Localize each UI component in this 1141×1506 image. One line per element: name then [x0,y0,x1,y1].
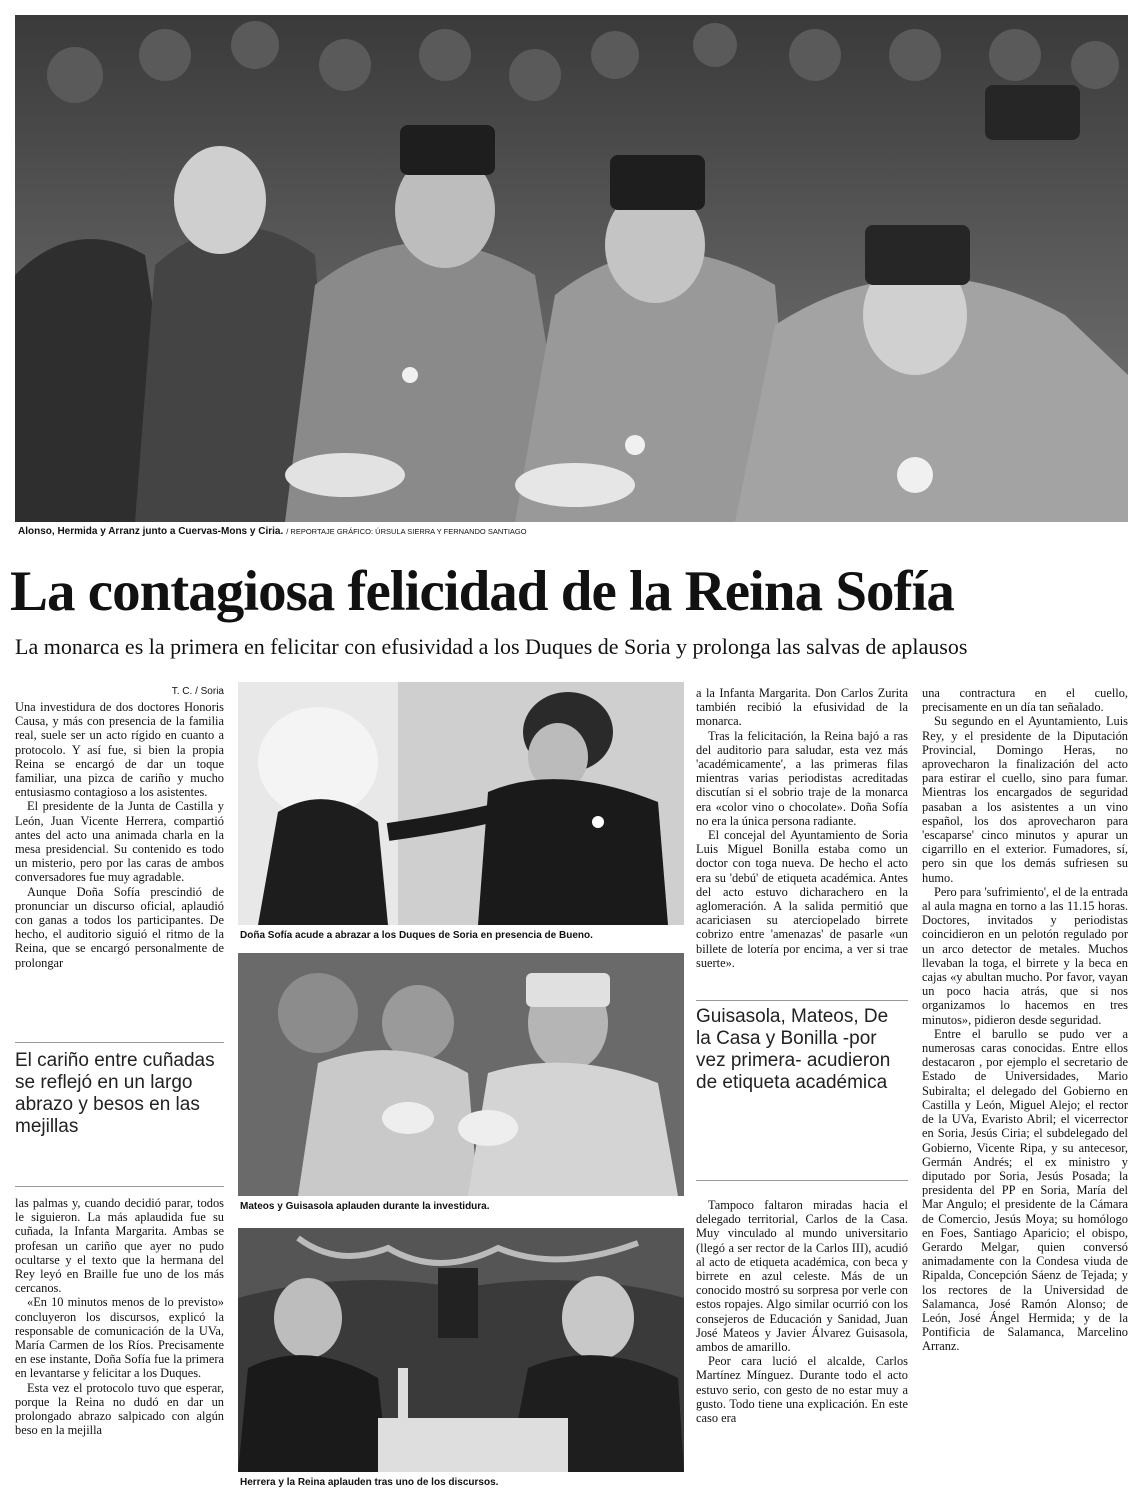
col3-paragraph-1: a la Infanta Margarita. Don Carlos Zurita también recibió la efusividad de la monarca. [696,686,908,729]
column-1-bottom [15,1196,224,1496]
byline: T. C. / Soria [171,686,224,697]
col3-paragraph-5: Peor cara lució el alcalde, Carlos Martínez Mínguez. Durante todo el acto estuvo serio, con gesto de no estar muy a gusto. Todo tiene una explicación. En este caso era [696,1354,908,1426]
col4-paragraph-3: Pero para 'sufrimiento', el de la entrada al aula magna en torno a las 11.15 horas. Doctores, invitados y periodistas coincidieron en un pelotón regulado por un arco detector de metales. Muchos llevaban la toga, el birrete y la beca en cajas «y abultan mucho. Por favor, vayan un poco hacia atrás, que si nos organizamos lo hacemos en tres minutos», pidieron desde seguridad. [922,884,1128,1027]
photo-herrera-queen-scene [238,1228,684,1472]
pullquote-1-rule-bottom [15,1186,224,1187]
col1-paragraph-4: las palmas y, cuando decidió parar, todos le siguieron. La más aplaudida fue su cuñada, la Infanta Margarita. Ambas se profesan un cariño que ayer no pudo ocultarse y el texto que la hermana del Rey leyó en Braille fue uno de los más cercanos. [15,1196,224,1296]
pullquote-1: El cariño entre cuñadas se reflejó en un largo abrazo y besos en las mejillas [15,1050,215,1137]
photo-mateos-guisasola [238,953,684,1196]
col1-paragraph-3: Aunque Doña Sofía prescindió de pronunciar un discurso oficial, aplaudió con ganas a todos los participantes. De hecho, el auditorio siguió el ritmo de la Reina, que se encargó personalmente de prolongar [15,884,224,970]
photo-mateos-guisasola-scene [238,953,684,1196]
top-photo-caption [18,526,527,537]
top-photo-credit: / REPORTAJE GRÁFICO: ÚRSULA SIERRA Y FERNANDO SANTIAGO [286,527,527,536]
col1-paragraph-1: Una investidura de dos doctores Honoris Causa, y más con presencia de la familia real, suele ser un acto rígido en cuanto a protocolo. Y así fue, si bien la propia Reina se encargó de dar un toque familiar, una pizca de cariño y mucho entusiasmo contagioso a los asistentes. [15,700,224,800]
col3-paragraph-2: Tras la felicitación, la Reina bajó a ras del auditorio para saludar, esta vez más 'académicamente', a las primeras filas mientras varias periodistas acreditadas discutían si el sobrio traje de la monarca era «color vino o chocolate». Doña Sofía no era la única persona radiante. [696,728,908,828]
pullquote-2: Guisasola, Mateos, De la Casa y Bonilla -por vez primera- acudieron de etiqueta académica [696,1006,891,1093]
column-3-bottom [696,1198,908,1496]
photo-queen-embrace [238,682,684,925]
col3-paragraph-3: El concejal del Ayuntamiento de Soria Luis Miguel Bonilla estaba como un doctor con toga nueva. De hecho el acto era su 'debú' de etiqueta académica. Antes del acto estuvo dicharachero en la aglomeración. A la salida permitió que acariciasen su aterciopelado birrete cobrizo entre 'amenazas' de pasarle «un billete de lotería por encima, a ver si trae suerte». [696,828,908,970]
photo-queen-embrace-caption: Doña Sofía acude a abrazar a los Duques de Soria en presencia de Bueno. [240,930,593,941]
top-photo [15,15,1128,522]
col3-paragraph-4: Tampoco faltaron miradas hacia el delegado territorial, Carlos de la Casa. Muy vinculado al mundo universitario (llegó a ser rector de la Carlos III), acudió al acto de etiqueta académica, con beca y birrete en azul celeste. Más de un conocido mostró su sorpresa por verle con estos ropajes. Algo similar ocurrió con los consejeros de Educación y Sanidad, Juan José Mateos y Javier Álvarez Guisasola, ambos de amarillo. [696,1198,908,1355]
col4-paragraph-4: Entre el barullo se pudo ver a numerosas caras conocidas. Entre ellos destacaron , por ejemplo el secretario de Estado de Universidades, Mario Subiralta; el delegado del Gobierno en Castilla y León, Miguel Alejo; el rector de la UVa, Evaristo Abril; el vicerrector en Soria, Jesús Ciria; el subdelegado del Gobierno, Vicente Ripa, y su antecesor, Germán Andrés; el ex ministro y diputado por Soria, Jesús Posada; la presidenta del PP en Soria, María del Mar Angulo; el presidente de la Cámara de Comercio, Jesús Moya; su homólogo en Foes, Santiago Aparicio; el obispo, Gerardo Melgar, quien conversó animadamente con la Condesa viuda de Ripalda, Concepción Sáenz de Tejada; y los rectores de la Universidad de Salamanca, José Ramón Alonso; de León, José Ángel Hermida; y de la Pontificia de Salamanca, Marcelino Arranz. [922,1026,1128,1354]
subhead: La monarca es la primera en felicitar con efusividad a los Duques de Soria y prolonga las salvas de aplausos [15,634,968,659]
photo-herrera-queen [238,1228,684,1472]
photo-herrera-queen-caption: Herrera y la Reina aplauden tras uno de los discursos. [240,1477,499,1488]
pullquote-2-rule-bottom [696,1180,908,1181]
col1-paragraph-6: Esta vez el protocolo tuvo que esperar, porque la Reina no dudó en dar un prolongado abrazo salpicado con algún beso en la mejilla [15,1380,224,1438]
col1-paragraph-2: El presidente de la Junta de Castilla y León, Juan Vicente Herrera, compartió antes del acto una animada charla en la mesa presidencial. Su contenido es todo un misterio, pero por las caras de ambos conversadores fue muy agradable. [15,799,224,885]
photo-queen-embrace-scene [238,682,684,925]
col4-paragraph-2: Su segundo en el Ayuntamiento, Luis Rey, y el presidente de la Diputación Provincial, Domingo Heras, no aprovecharon la finalización del acto para estirar el cuello, sino para fumar. Mientras los encargados de seguridad pasaban a los asistentes a un vino español, los dos aprovecharon para 'escaparse' cinco minutos y apurar un cigarrillo en el exterior. Fumadores, sí, pero sin que los demás sufriesen su humo. [922,714,1128,885]
column-1-top [15,700,224,1038]
top-photo-scene [15,15,1128,522]
headline: La contagiosa felicidad de la Reina Sofía [10,560,954,623]
col1-paragraph-5: «En 10 minutos menos de lo previsto» concluyeron los discursos, explicó la responsable de comunicación de la UVa, María Carmen de los Ríos. Precisamente en ese instante, Doña Sofía fue la primera en levantarse y felicitar a los Duques. [15,1295,224,1381]
pullquote-1-rule-top [15,1042,224,1043]
pullquote-2-rule-top [696,1000,908,1001]
top-photo-caption-text: Alonso, Hermida y Arranz junto a Cuervas-Mons y Ciria. [18,526,284,537]
photo-mateos-guisasola-caption: Mateos y Guisasola aplauden durante la investidura. [240,1201,490,1212]
column-3-top [696,686,908,996]
col4-paragraph-1: una contractura en el cuello, precisamente en un día tan señalado. [922,686,1128,715]
column-4 [922,686,1128,1498]
